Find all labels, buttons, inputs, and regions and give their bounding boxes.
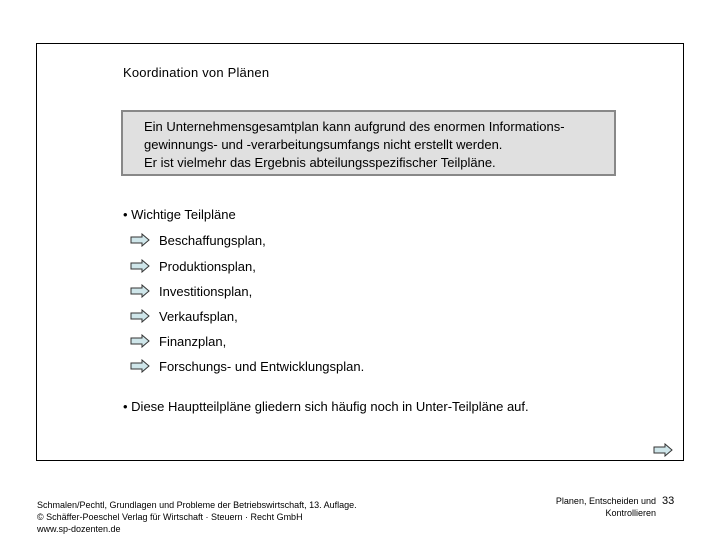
right-arrow-icon — [130, 334, 150, 348]
list-item-label: Investitionsplan, — [159, 283, 253, 299]
right-arrow-icon — [130, 284, 150, 298]
list-item-label: Forschungs- und Entwicklungsplan. — [159, 358, 365, 374]
footer-citation — [37, 499, 357, 535]
footer-line: www.sp-dozenten.de — [37, 524, 121, 534]
footer-chapter-line: Planen, Entscheiden und — [555, 496, 656, 506]
right-arrow-icon — [130, 309, 150, 323]
footer-chapter-line: Kontrollieren — [605, 508, 656, 518]
box-line: Er ist vielmehr das Ergebnis abteilungsspezifischer Teilpläne. — [144, 155, 496, 170]
list-item-label: Beschaffungsplan, — [159, 232, 266, 248]
box-line: gewinnungs- und -verarbeitungsumfangs nicht erstellt werden. — [144, 137, 503, 152]
bullet-wichtige-teilplaene: • Wichtige Teilpläne — [123, 207, 236, 222]
list-item — [130, 256, 256, 276]
right-arrow-icon — [130, 233, 150, 247]
footer-chapter — [528, 495, 656, 519]
right-arrow-icon — [130, 359, 150, 373]
right-arrow-icon — [130, 259, 150, 273]
list-item — [130, 306, 238, 326]
slide-title: Koordination von Plänen — [123, 65, 270, 80]
footer-line: Schmalen/Pechtl, Grundlagen und Probleme der Betriebswirtschaft, 13. Auflage. — [37, 500, 357, 510]
list-item — [130, 331, 226, 351]
list-item-label: Verkaufsplan, — [159, 308, 238, 324]
list-item — [130, 356, 364, 376]
footer-line: © Schäffer-Poeschel Verlag für Wirtschaft · Steuern · Recht GmbH — [37, 512, 303, 522]
list-item — [130, 281, 252, 301]
list-item-label: Produktionsplan, — [159, 258, 256, 274]
list-item — [130, 230, 266, 250]
definition-box — [121, 110, 616, 176]
list-item-label: Finanzplan, — [159, 333, 227, 349]
page-number: 33 — [662, 495, 675, 507]
box-line: Ein Unternehmensgesamtplan kann aufgrund des enormen Informations- — [144, 119, 565, 134]
next-arrow-icon[interactable] — [653, 443, 673, 457]
bullet-unter-teilplaene: • Diese Hauptteilpläne gliedern sich häufig noch in Unter-Teilpläne auf. — [123, 399, 529, 414]
